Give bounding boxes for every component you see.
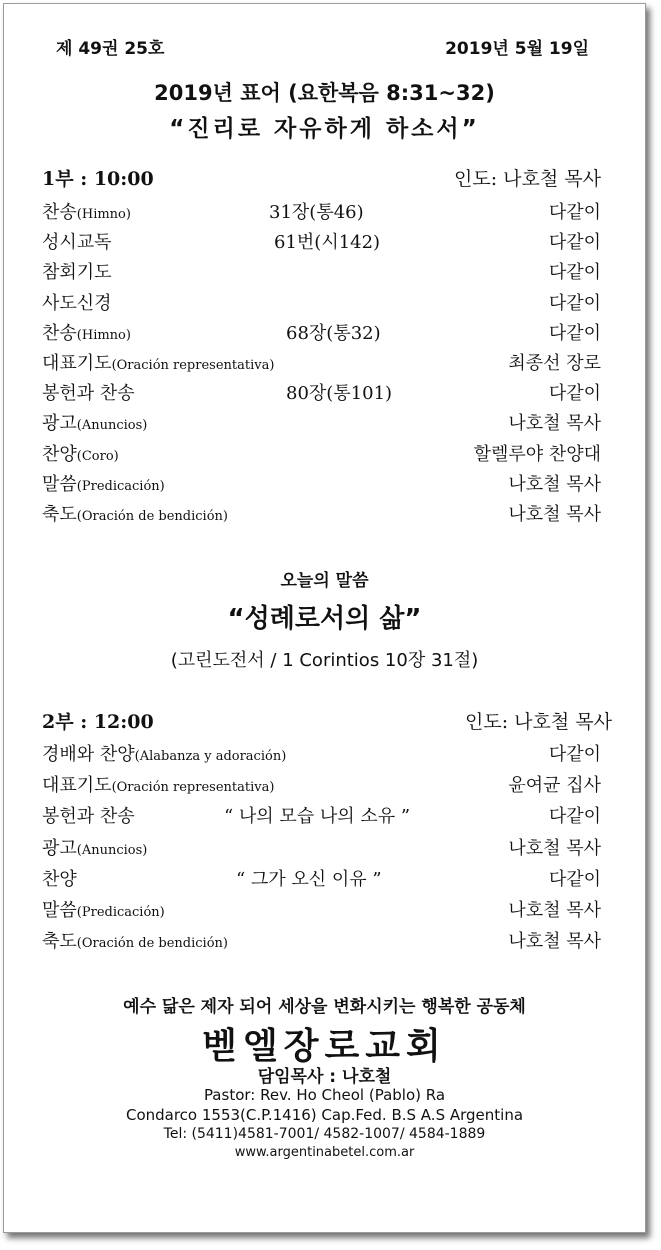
church-website[interactable]: www.argentinabetel.com.ar xyxy=(234,1145,415,1160)
order-item-leader: 나호철 목사 xyxy=(508,413,601,435)
order-item-name xyxy=(42,865,77,891)
order-item-leader: 나호철 목사 xyxy=(508,931,601,953)
order-item xyxy=(4,349,645,379)
order-item-title: 성시교독 xyxy=(42,232,112,254)
order-item xyxy=(4,896,645,926)
order-item-hymn: 80장(통101) xyxy=(286,383,393,405)
order-item-title: 봉헌과 찬송 xyxy=(42,806,135,828)
church-address: Condarco 1553(C.P.1416) Cap.Fed. B.S A.S Argentina xyxy=(125,1106,524,1124)
order-item-leader: 다같이 xyxy=(548,806,601,828)
order-item-spanish: (Oración representativa) xyxy=(111,358,275,373)
order-item-leader: 할렐루야 찬양대 xyxy=(473,443,601,465)
order-item-leader: 다같이 xyxy=(548,383,601,405)
order-item-leader: 나호철 목사 xyxy=(508,504,601,525)
order-item-name xyxy=(42,927,228,953)
order-item-title: 대표기도 xyxy=(42,775,112,797)
order-item-hymn: 31장(통46) xyxy=(269,202,364,223)
service2-leader: 인도: 나호철 목사 xyxy=(465,711,612,733)
order-item-title: 찬양 xyxy=(42,868,77,890)
order-item xyxy=(4,865,645,895)
order-item-name xyxy=(42,319,131,345)
order-item-title: 광고 xyxy=(42,413,77,435)
pastor-english: Pastor: Rev. Ho Cheol (Pablo) Ra xyxy=(203,1086,446,1104)
order-item xyxy=(4,927,645,957)
order-item-hymn: “ 그가 오신 이유 ” xyxy=(236,868,382,890)
order-item xyxy=(4,802,645,832)
order-item-title: 사도신경 xyxy=(42,292,112,314)
order-item xyxy=(4,228,645,258)
order-item-leader: 다같이 xyxy=(548,292,601,314)
order-item-title: 말씀 xyxy=(42,473,77,495)
service1-leader: 인도: 나호철 목사 xyxy=(454,168,601,190)
order-item-leader: 나호철 목사 xyxy=(508,900,601,921)
order-item-title: 광고 xyxy=(42,837,77,859)
order-item xyxy=(4,470,645,500)
bulletin-date: 2019년 5월 19일 xyxy=(445,39,589,59)
order-item-title: 경배와 찬양 xyxy=(42,744,135,765)
sermon-title: “성례로서의 삶” xyxy=(227,604,422,634)
order-item xyxy=(4,258,645,288)
order-item-leader: 최종선 장로 xyxy=(508,353,601,374)
order-item-title: 찬양 xyxy=(42,443,77,465)
order-item-spanish: (Alabanza y adoración) xyxy=(134,749,287,764)
order-item-name xyxy=(42,379,135,405)
volume-number: 제 49권 25호 xyxy=(56,39,165,59)
order-item-leader: 다같이 xyxy=(548,744,601,765)
order-item-title: 대표기도 xyxy=(42,353,112,374)
order-item-name xyxy=(42,258,112,284)
order-item-name xyxy=(42,409,147,435)
order-item-leader: 다같이 xyxy=(548,202,601,223)
order-item-leader: 다같이 xyxy=(548,262,601,284)
order-item-name xyxy=(42,289,112,315)
order-item-name xyxy=(42,228,112,254)
order-item-spanish: (Himno) xyxy=(76,327,131,343)
order-item-name xyxy=(42,802,135,828)
order-item-spanish: (Anuncios) xyxy=(76,418,148,434)
order-item-leader: 나호철 목사 xyxy=(508,473,601,495)
order-item-leader: 나호철 목사 xyxy=(508,837,601,859)
sermon-heading: 오늘의 말씀 xyxy=(280,571,369,591)
order-item xyxy=(4,198,645,228)
order-item-leader: 윤여균 집사 xyxy=(508,775,601,797)
order-item-name xyxy=(42,349,274,375)
senior-pastor: 담임목사 : 나호철 xyxy=(257,1067,392,1087)
order-item-spanish: (Oración de bendición) xyxy=(76,936,228,952)
order-item xyxy=(4,740,645,770)
order-item-spanish: (Coro) xyxy=(76,448,119,464)
order-item-spanish: (Predicación) xyxy=(76,478,165,494)
order-item-spanish: (Predicación) xyxy=(76,905,165,920)
order-item-title: 봉헌과 찬송 xyxy=(42,383,135,405)
order-item-name xyxy=(42,440,119,466)
motto-year: 2019년 표어 (요한복음 8:31~32) xyxy=(154,81,495,105)
order-item xyxy=(4,289,645,319)
order-item-name xyxy=(42,500,228,526)
order-item-leader: 다같이 xyxy=(548,322,601,344)
order-item-title: 축도 xyxy=(42,504,77,525)
service2-time: 2부 : 12:00 xyxy=(42,711,154,733)
order-item-name xyxy=(42,198,131,224)
order-item xyxy=(4,379,645,409)
order-item xyxy=(4,319,645,349)
order-item-hymn: 61번(시142) xyxy=(274,232,381,254)
order-item xyxy=(4,409,645,439)
church-slogan: 예수 닮은 제자 되어 세상을 변화시키는 행복한 공동체 xyxy=(123,997,526,1017)
order-item-leader: 다같이 xyxy=(548,868,601,890)
order-item-title: 참회기도 xyxy=(42,262,112,284)
service1-time: 1부 : 10:00 xyxy=(42,168,154,190)
order-item xyxy=(4,771,645,801)
order-item-spanish: (Oración de bendición) xyxy=(76,509,228,524)
church-name: 벧엘장로교회 xyxy=(202,1026,447,1067)
order-item-leader: 다같이 xyxy=(548,232,601,254)
order-item-spanish: (Anuncios) xyxy=(76,842,148,858)
order-item-name xyxy=(42,470,165,496)
order-item-title: 축도 xyxy=(42,931,77,953)
bulletin-page xyxy=(3,3,646,1233)
order-item-hymn: “ 나의 모습 나의 소유 ” xyxy=(224,806,411,828)
order-item xyxy=(4,500,645,530)
order-item-title: 말씀 xyxy=(42,900,77,921)
motto: “진리로 자유하게 하소서” xyxy=(169,116,480,142)
order-item-spanish: (Oración representativa) xyxy=(111,780,275,796)
order-item-title: 찬송 xyxy=(42,322,77,344)
church-phone: Tel: (5411)4581-7001/ 4582-1007/ 4584-1889 xyxy=(163,1126,486,1142)
order-item-name xyxy=(42,771,274,797)
order-item-hymn: 68장(통32) xyxy=(286,322,381,344)
order-item-title: 찬송 xyxy=(42,202,77,223)
order-item-name xyxy=(42,834,147,860)
order-item-name xyxy=(42,740,286,766)
order-item xyxy=(4,440,645,470)
order-item xyxy=(4,834,645,864)
sermon-reference: (고린도전서 / 1 Corintios 10장 31절) xyxy=(170,650,479,671)
order-item-name xyxy=(42,896,165,922)
order-item-spanish: (Himno) xyxy=(76,207,131,222)
